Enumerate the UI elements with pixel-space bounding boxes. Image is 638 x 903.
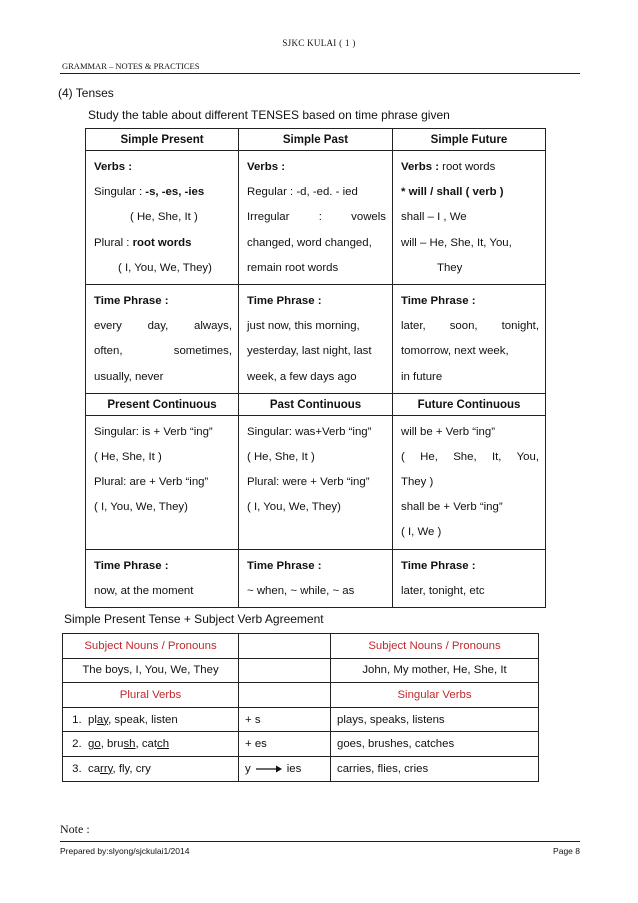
plural-subjects: The boys, I, You, We, They: [63, 658, 239, 683]
plural-verb-list: 3. carry, fly, cry: [63, 756, 239, 781]
footer-divider: [60, 841, 580, 842]
past-continuous-verbs-cell: Singular: was+Verb “ing” ( He, She, It ) Plural: were + Verb “ing” ( I, You, We, They): [239, 415, 393, 549]
tenses-table: [85, 128, 546, 608]
header-simple-present: Simple Present: [86, 129, 239, 151]
school-header: SJKC KULAI ( 1 ): [282, 38, 356, 48]
future-time-phrase-cell: Time Phrase : later, soon, tonight, tomorrow, next week, in future: [393, 284, 546, 393]
page-number: Page 8: [553, 846, 580, 856]
table-row: [63, 707, 539, 732]
plural-verb-list: 2. go, brush, catch: [63, 732, 239, 757]
empty-cell: [239, 658, 331, 683]
header-divider: [60, 73, 580, 74]
plural-verb-list: 1. play, speak, listen: [63, 707, 239, 732]
past-continuous-time-cell: Time Phrase : ~ when, ~ while, ~ as: [239, 549, 393, 607]
empty-cell: [239, 634, 331, 659]
present-continuous-time-cell: Time Phrase : now, at the moment: [86, 549, 239, 607]
header-future-continuous: Future Continuous: [393, 393, 546, 415]
singular-verb-list: carries, flies, cries: [331, 756, 539, 781]
header-simple-past: Simple Past: [239, 129, 393, 151]
subject-header-left: Subject Nouns / Pronouns: [63, 634, 239, 659]
rule-cell: + es: [239, 732, 331, 757]
singular-verbs-header: Singular Verbs: [331, 683, 539, 708]
present-verbs-cell: Verbs : Singular : -s, -es, -ies ( He, She, It ) Plural : root words ( I, You, We, They): [86, 151, 239, 285]
present-time-phrase-cell: Time Phrase : every day, always, often, sometimes, usually, never: [86, 284, 239, 393]
singular-subjects: John, My mother, He, She, It: [331, 658, 539, 683]
past-verbs-cell: Verbs : Regular : -d, -ed. - ied Irregular : vowels changed, word changed, remain root words: [239, 151, 393, 285]
section-title: (4) Tenses: [58, 86, 114, 100]
header-present-continuous: Present Continuous: [86, 393, 239, 415]
rule-cell: y ies: [239, 756, 331, 781]
intro-text: Study the table about different TENSES based on time phrase given: [88, 108, 450, 122]
agreement-title: Simple Present Tense + Subject Verb Agreement: [64, 612, 324, 626]
header-past-continuous: Past Continuous: [239, 393, 393, 415]
plural-verbs-header: Plural Verbs: [63, 683, 239, 708]
present-continuous-verbs-cell: Singular: is + Verb “ing” ( He, She, It ) Plural: are + Verb “ing” ( I, You, We, They): [86, 415, 239, 549]
singular-verb-list: plays, speaks, listens: [331, 707, 539, 732]
agreement-table: [62, 633, 539, 782]
document-subtitle: GRAMMAR – NOTES & PRACTICES: [62, 61, 200, 71]
future-verbs-cell: Verbs : root words * will / shall ( verb ) shall – I , We will – He, She, It, You, They: [393, 151, 546, 285]
table-row: [63, 756, 539, 781]
empty-cell: [239, 683, 331, 708]
past-time-phrase-cell: Time Phrase : just now, this morning, yesterday, last night, last week, a few days ago: [239, 284, 393, 393]
note-label: Note :: [60, 822, 90, 836]
table-row: [63, 732, 539, 757]
arrow-right-icon: [255, 764, 283, 774]
subject-header-right: Subject Nouns / Pronouns: [331, 634, 539, 659]
rule-cell: + s: [239, 707, 331, 732]
singular-verb-list: goes, brushes, catches: [331, 732, 539, 757]
footer-credit: Prepared by:slyong/sjckulai1/2014: [60, 846, 190, 856]
future-continuous-verbs-cell: will be + Verb “ing” ( He, She, It, You, They ) shall be + Verb “ing” ( I, We ): [393, 415, 546, 549]
header-simple-future: Simple Future: [393, 129, 546, 151]
future-continuous-time-cell: Time Phrase : later, tonight, etc: [393, 549, 546, 607]
